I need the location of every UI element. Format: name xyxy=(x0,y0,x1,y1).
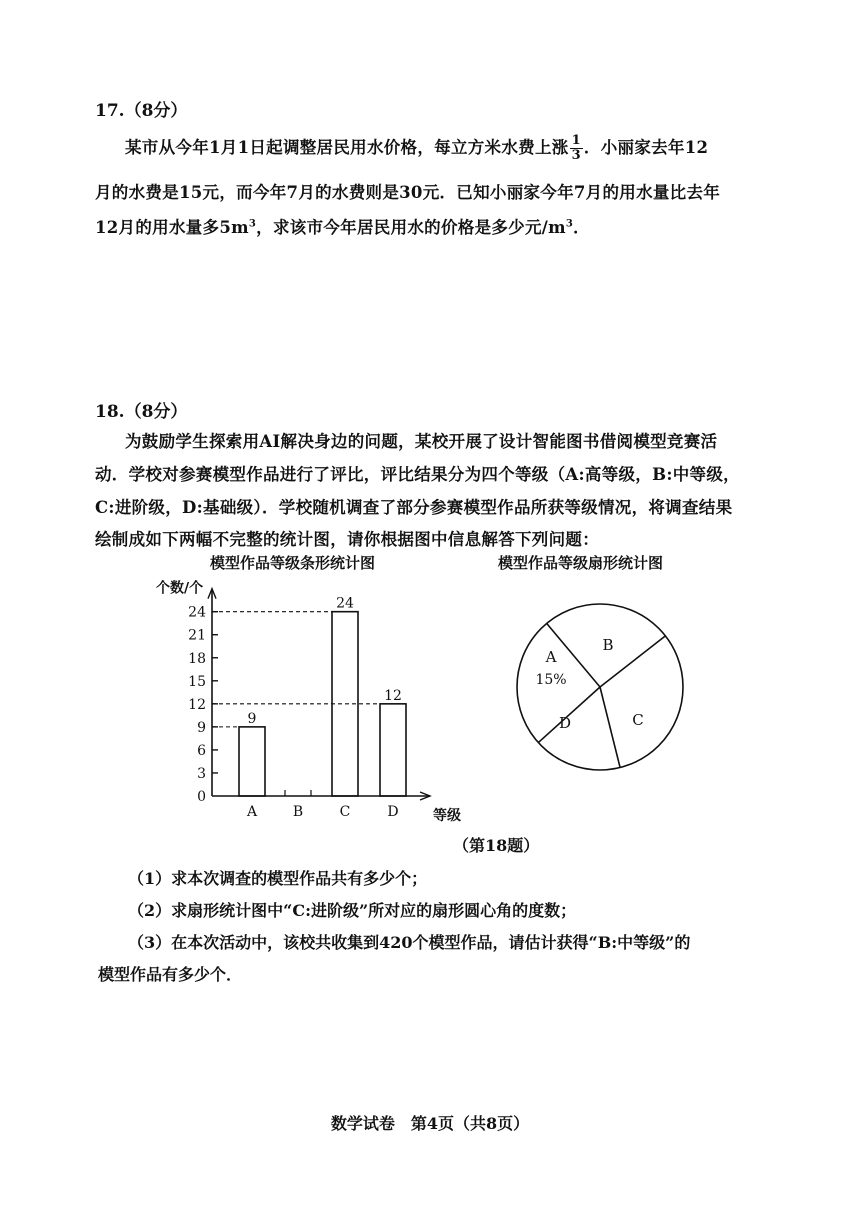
bar-value-label: 9 xyxy=(247,710,257,727)
subquestion-3: （3）在本次活动中，该校共收集到420个模型作品，请估计获得“B:中等级”的 xyxy=(128,933,691,952)
pie-boundary-C-D xyxy=(600,687,620,768)
q18-number: 18. xyxy=(95,402,125,422)
x-tick-label: C xyxy=(339,804,351,820)
x-axis-label: 等级 xyxy=(433,808,461,824)
fraction-one-third xyxy=(570,134,583,163)
bar-D xyxy=(380,704,406,796)
q17-sup-2: 3 xyxy=(565,218,574,230)
q17-number: 17. xyxy=(95,101,125,121)
q18-line-3: C:进阶级，D:基础级）．学校随机调查了部分参赛模型作品所获等级情况，将调查结果 xyxy=(95,498,733,517)
y-tick-label: 15 xyxy=(188,673,206,690)
y-tick-label: 3 xyxy=(197,765,206,782)
bar-chart-title: 模型作品等级条形统计图 xyxy=(210,554,376,572)
q17-header xyxy=(95,96,187,121)
q18-line-4: 绘制成如下两幅不完整的统计图，请你根据图中信息解答下列问题： xyxy=(95,530,599,549)
q17-line-2: 月的水费是15元，而今年7月的水费则是30元．已知小丽家今年7月的用水量比去年 xyxy=(95,183,721,202)
q17-line-1 xyxy=(125,134,708,163)
pie-chart-title: 模型作品等级扇形统计图 xyxy=(498,554,664,572)
y-tick-label: 12 xyxy=(188,696,206,713)
q18-header xyxy=(95,397,187,422)
subquestion-3-cont: 模型作品有多少个． xyxy=(98,965,243,984)
x-tick-label: D xyxy=(387,804,399,820)
y-tick-label: 18 xyxy=(188,650,206,667)
bar-value-label: 24 xyxy=(336,595,354,612)
x-tick-label: A xyxy=(246,804,258,820)
fraction-denominator: 3 xyxy=(571,148,581,163)
y-tick-label: 0 xyxy=(197,789,206,805)
pie-slice-label-B: B xyxy=(602,636,614,654)
subquestion-2: （2）求扇形统计图中“C:进阶级”所对应的扇形圆心角的度数； xyxy=(128,901,577,920)
y-tick-label: 6 xyxy=(197,742,206,759)
bar-value-label: 12 xyxy=(384,687,402,704)
q17-sup-1: 3 xyxy=(248,218,257,230)
bar-chart-plot xyxy=(156,580,461,824)
q18-score: （8分） xyxy=(124,402,188,422)
q17-text-1b: ．小丽家去年12 xyxy=(583,138,709,157)
bar-A xyxy=(239,727,265,796)
pie-slice-label-D: D xyxy=(558,714,572,732)
y-tick-label: 21 xyxy=(188,627,206,644)
q17-text-3a: 12月的用水量多5m xyxy=(95,218,249,237)
pie-slice-value-A: 15% xyxy=(535,672,567,688)
x-tick-label: B xyxy=(292,804,304,820)
q17-text-3b: ，求该市今年居民用水的价格是多少元/m xyxy=(256,218,566,237)
y-axis-label: 个数/个 xyxy=(156,580,204,597)
figure-caption: （第18题） xyxy=(453,836,540,855)
q18-line-2: 动．学校对参赛模型作品进行了评比，评比结果分为四个等级（A:高等级，B:中等级， xyxy=(95,465,740,484)
pie-chart xyxy=(505,600,695,790)
q18-line-1: 为鼓励学生探索用AI解决身边的问题，某校开展了设计智能图书借阅模型竞赛活 xyxy=(125,432,718,451)
q17-line-3 xyxy=(95,214,590,238)
bar-chart xyxy=(140,560,480,830)
pie-slice-label-C: C xyxy=(632,711,644,729)
subquestion-1: （1）求本次调查的模型作品共有多少个； xyxy=(128,869,428,888)
y-tick-label: 9 xyxy=(197,719,206,736)
y-tick-label: 24 xyxy=(188,604,206,621)
pie-slice-label-A: A xyxy=(545,648,557,666)
fraction-numerator: 1 xyxy=(571,133,581,148)
q17-text-3c: ． xyxy=(573,218,590,237)
q17-text-1a: 某市从今年1月1日起调整居民用水价格，每立方米水费上涨 xyxy=(125,138,569,157)
page-footer: 数学试卷 第4页（共8页） xyxy=(330,1114,530,1133)
q17-score: （8分） xyxy=(124,101,188,121)
pie-chart-plot xyxy=(517,604,683,770)
